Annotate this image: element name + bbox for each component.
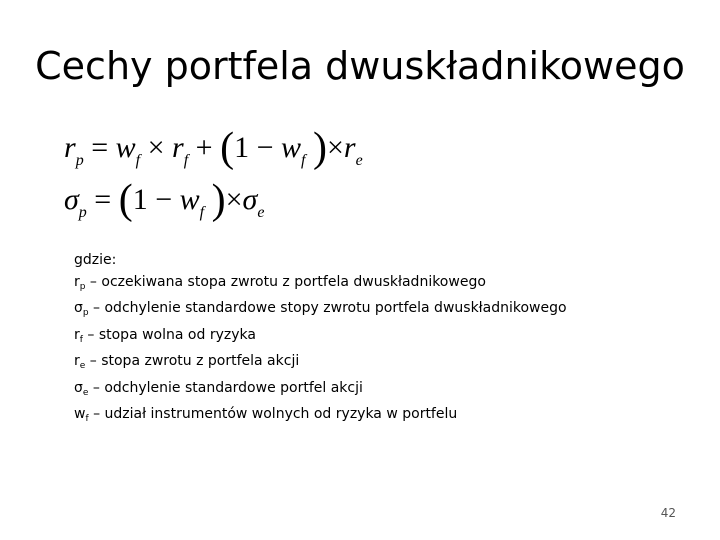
- legend-text: – odchylenie standardowe portfel akcji: [88, 379, 363, 396]
- formula-symbol: w: [179, 183, 200, 216]
- formula-subscript: e: [355, 152, 363, 169]
- legend-symbol: σ: [74, 300, 83, 316]
- formula-operator: −: [256, 131, 274, 164]
- legend-symbol: r: [74, 273, 80, 290]
- legend-subscript: e: [79, 361, 86, 371]
- slide-title: Cechy portfela dwuskładnikowego: [35, 44, 685, 88]
- formula-symbol: r: [172, 131, 184, 164]
- formula-paren: (: [118, 177, 133, 223]
- legend-subscript: f: [79, 334, 83, 345]
- legend-item: [74, 298, 567, 325]
- formula-subscript: p: [78, 204, 87, 221]
- legend-item: [74, 272, 567, 299]
- formula-operator: ×: [326, 131, 344, 164]
- formula-symbol: r: [64, 131, 76, 164]
- legend-item: [74, 325, 567, 352]
- legend-text: – stopa wolna od ryzyka: [82, 326, 256, 343]
- formula-subscript: f: [199, 204, 205, 221]
- formula-paren: ): [312, 125, 327, 171]
- formula-subscript: f: [301, 152, 306, 169]
- legend-subscript: f: [85, 414, 89, 424]
- legend-text: – oczekiwana stopa zwrotu z portfela dwuskładnikowego: [85, 273, 486, 290]
- legend: [74, 250, 567, 431]
- legend-text: – udział instrumentów wolnych od ryzyka w portfelu: [88, 406, 458, 422]
- formula-symbol: w: [280, 131, 301, 164]
- formula-subscript: p: [75, 152, 84, 169]
- formula-subscript: f: [135, 152, 141, 169]
- legend-subscript: p: [79, 281, 86, 292]
- formula-operator: =: [91, 131, 109, 164]
- formula-symbol: w: [115, 131, 136, 164]
- formula-paren: (: [220, 125, 235, 171]
- formula-subscript: f: [183, 152, 189, 169]
- legend-text: – odchylenie standardowe stopy zwrotu portfela dwuskładnikowego: [88, 300, 567, 316]
- formula-symbol: σ: [64, 183, 79, 216]
- formula-operator: ×: [147, 131, 165, 164]
- formula-paren: ): [211, 177, 226, 223]
- formula-number: 1: [234, 131, 250, 164]
- legend-subscript: e: [82, 387, 89, 398]
- formula-number: 1: [132, 183, 148, 216]
- formula-symbol: σ: [242, 183, 258, 216]
- formula-operator: ×: [225, 183, 243, 216]
- legend-subscript: p: [82, 308, 89, 318]
- legend-text: – stopa zwrotu z portfela akcji: [85, 353, 300, 369]
- legend-symbol: r: [74, 353, 80, 369]
- legend-item: [74, 378, 567, 405]
- legend-item: [74, 351, 567, 378]
- page-number: 42: [660, 506, 676, 520]
- legend-symbol: σ: [74, 379, 83, 396]
- formula-subscript: e: [257, 204, 265, 221]
- formula-expected-return: [64, 124, 363, 172]
- legend-symbol: w: [74, 406, 86, 422]
- formula-operator: −: [155, 183, 173, 216]
- legend-item: [74, 404, 567, 431]
- formula-symbol: r: [343, 131, 356, 164]
- legend-symbol: r: [74, 326, 80, 343]
- formula-operator: +: [195, 131, 213, 164]
- formula-std-deviation: [64, 176, 264, 224]
- formula-operator: =: [94, 183, 112, 216]
- legend-intro: gdzie:: [74, 252, 117, 268]
